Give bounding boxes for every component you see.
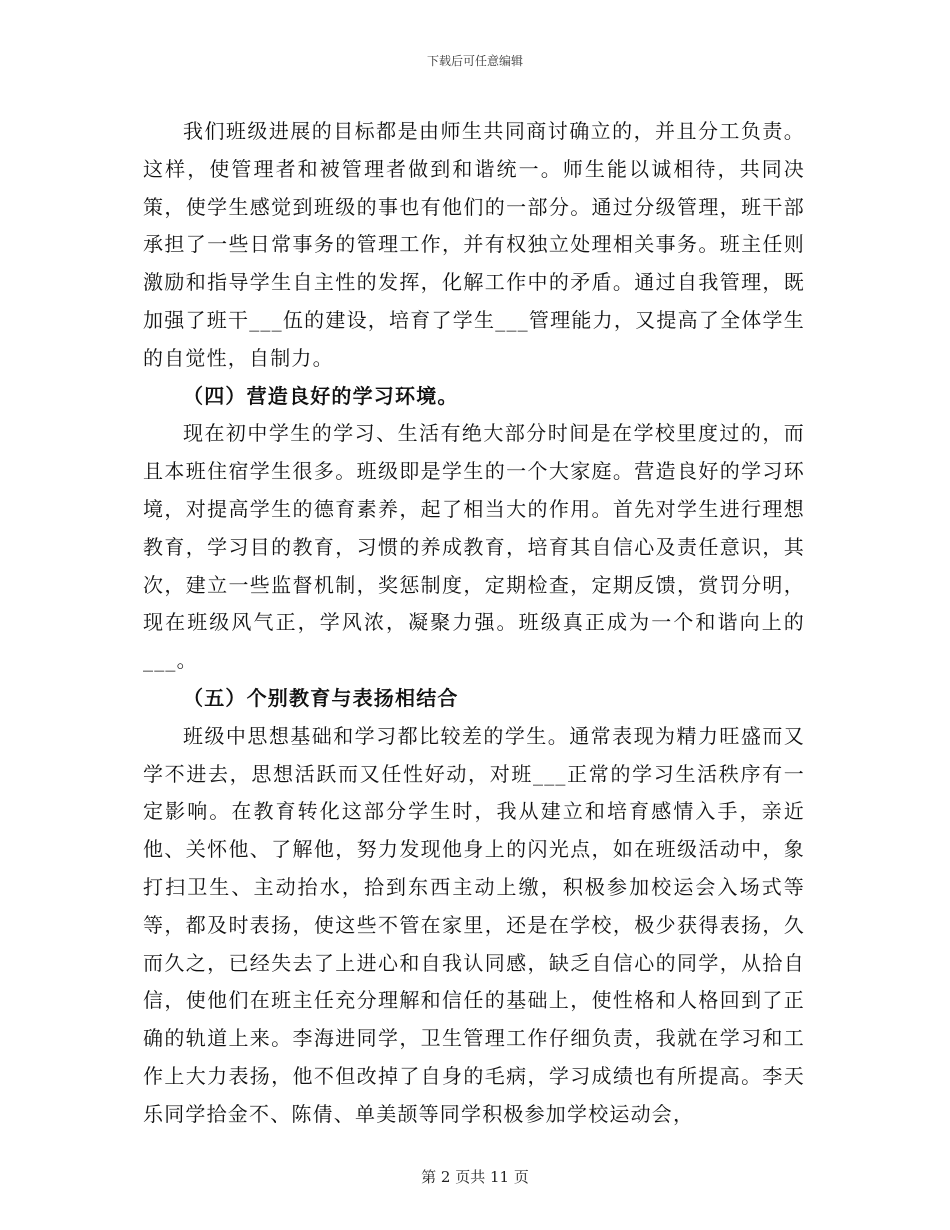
- page-header: 下载后可任意编辑: [426, 54, 523, 68]
- section-heading-4: （四）营造良好的学习环境。: [183, 383, 459, 408]
- paragraph-individual-education: 班级中思想基础和学习都比较差的学生。通常表现为精力旺盛而又学不进去，思想活跃而又任性好动，对班___正常的学习生活秩序有一定影响。在教育转化这部分学生时，我从建立和培育感情入手，亲近他、关怀他、了解他，努力发现他身上的闪光点，如在班级活动中，象打扫卫生、主动抬水，拾到东西主动上缴，积极参加校运会入场式等等，都及时表扬，使这些不管在家里，还是在学校，极少获得表扬，久而久之，已经失去了上进心和自我认同感，缺乏自信心的同学，从拾自信，使他们在班主任充分理解和信任的基础上，使性格和人格回到了正确的轨道上来。李海进同学，卫生管理工作仔细负责，我就在学习和工作上大力表扬，他不但改掉了自身的毛病，学习成绩也有所提高。李天乐同学拾金不、陈倩、单美颉等同学积极参加学校运动会，: [143, 723, 805, 1126]
- section-heading-5: （五）个别教育与表扬相结合: [183, 685, 459, 710]
- paragraph-self-management: 我们班级进展的目标都是由师生共同商讨确立的，并且分工负责。这样，使管理者和被管理者做到和谐统一。师生能以诚相待，共同决策，使学生感觉到班级的事也有他们的一部分。通过分级管理，班干部承担了一些日常事务的管理工作，并有权独立处理相关事务。班主任则激励和指导学生自主性的发挥，化解工作中的矛盾。通过自我管理，既加强了班干___伍的建设，培育了学生___管理能力，又提高了全体学生的自觉性，自制力。: [143, 119, 805, 370]
- paragraph-learning-environment: 现在初中学生的学习、生活有绝大部分时间是在学校里度过的，而且本班住宿学生很多。班级即是学生的一个大家庭。营造良好的学习环境，对提高学生的德育素养，起了相当大的作用。首先对学生进行理想教育，学习目的教育，习惯的养成教育，培育其自信心及责任意识，其次，建立一些监督机制，奖惩制度，定期检查，定期反馈，赏罚分明，现在班级风气正，学风浓，凝聚力强。班级真正成为一个和谐向上的___。: [143, 421, 805, 673]
- page-number: 第 2 页共 11 页: [421, 1168, 529, 1186]
- document-body: [143, 113, 805, 1134]
